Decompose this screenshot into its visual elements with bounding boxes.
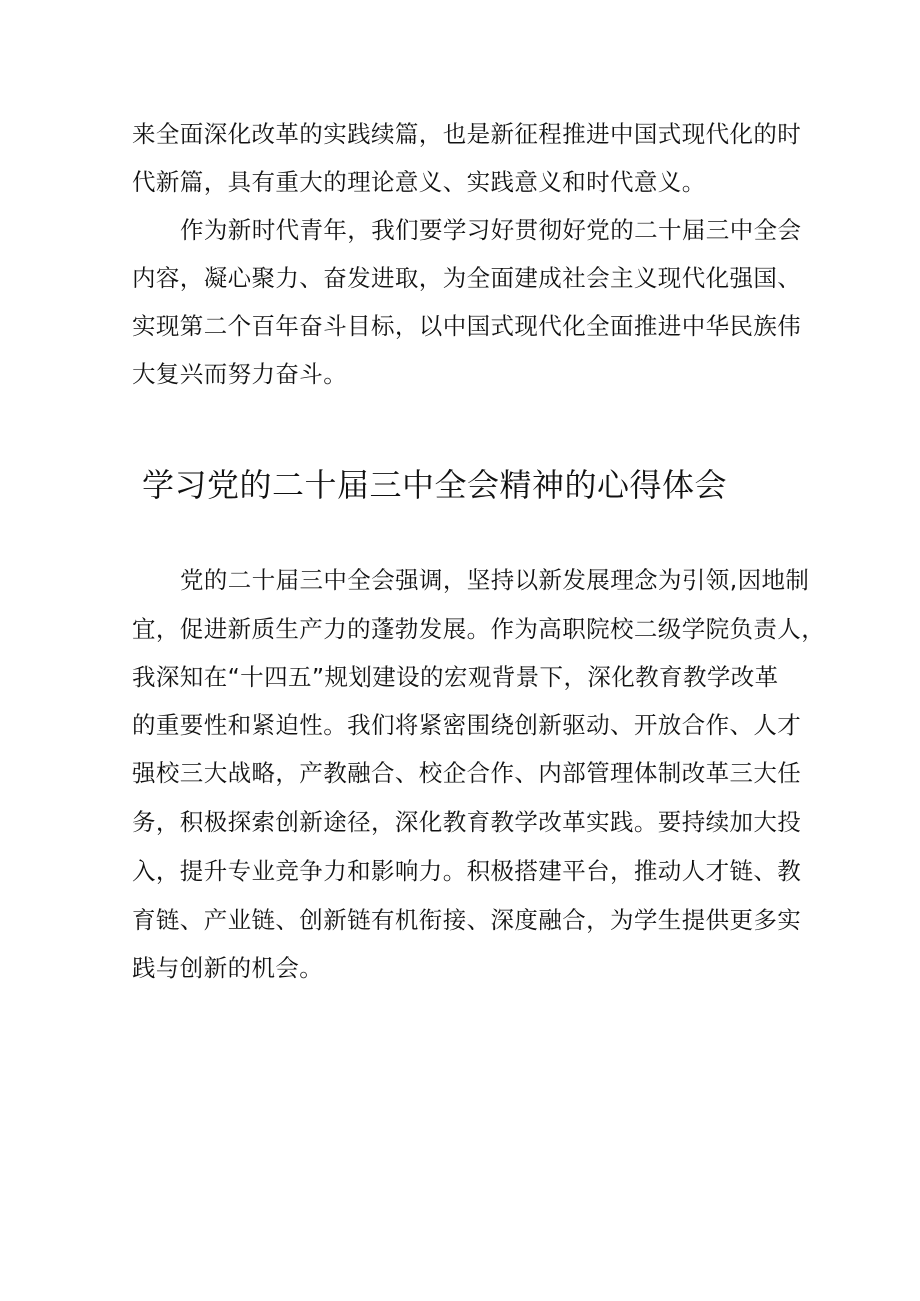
paragraph-line: 强校三大战略，产教融合、校企合作、内部管理体制改革三大任 xyxy=(132,759,802,787)
paragraph-line: 入，提升专业竞争力和影响力。积极搭建平台，推动人才链、教 xyxy=(132,857,802,885)
paragraph-line: 宜，促进新质生产力的蓬勃发展。作为高职院校二级学院负责人， xyxy=(132,615,826,643)
paragraph-line: 务，积极探索创新途径，深化教育教学改革实践。要持续加大投 xyxy=(132,808,802,836)
section-heading: 学习党的二十届三中全会精神的心得体会 xyxy=(142,466,728,504)
paragraph-line: 党的二十届三中全会强调，坚持以新发展理念为引领,因地制 xyxy=(180,566,810,594)
paragraph-line: 来全面深化改革的实践续篇，也是新征程推进中国式现代化的时 xyxy=(132,120,802,148)
paragraph-line: 作为新时代青年，我们要学习好贯彻好党的二十届三中全会 xyxy=(180,216,802,244)
paragraph-line: 内容，凝心聚力、奋发进取，为全面建成社会主义现代化强国、 xyxy=(132,264,802,292)
paragraph-line: 大复兴而努力奋斗。 xyxy=(132,360,348,388)
paragraph-line: 实现第二个百年奋斗目标，以中国式现代化全面推进中华民族伟 xyxy=(132,312,802,340)
paragraph-line: 践与创新的机会。 xyxy=(132,954,324,982)
paragraph-line: 的重要性和紧迫性。我们将紧密围绕创新驱动、开放合作、人才 xyxy=(132,711,802,739)
paragraph-line: 代新篇，具有重大的理论意义、实践意义和时代意义。 xyxy=(132,168,706,196)
paragraph-line: 育链、产业链、创新链有机衔接、深度融合，为学生提供更多实 xyxy=(132,906,802,934)
paragraph-line: 我深知在“十四五”规划建设的宏观背景下，深化教育教学改革 xyxy=(132,663,779,691)
